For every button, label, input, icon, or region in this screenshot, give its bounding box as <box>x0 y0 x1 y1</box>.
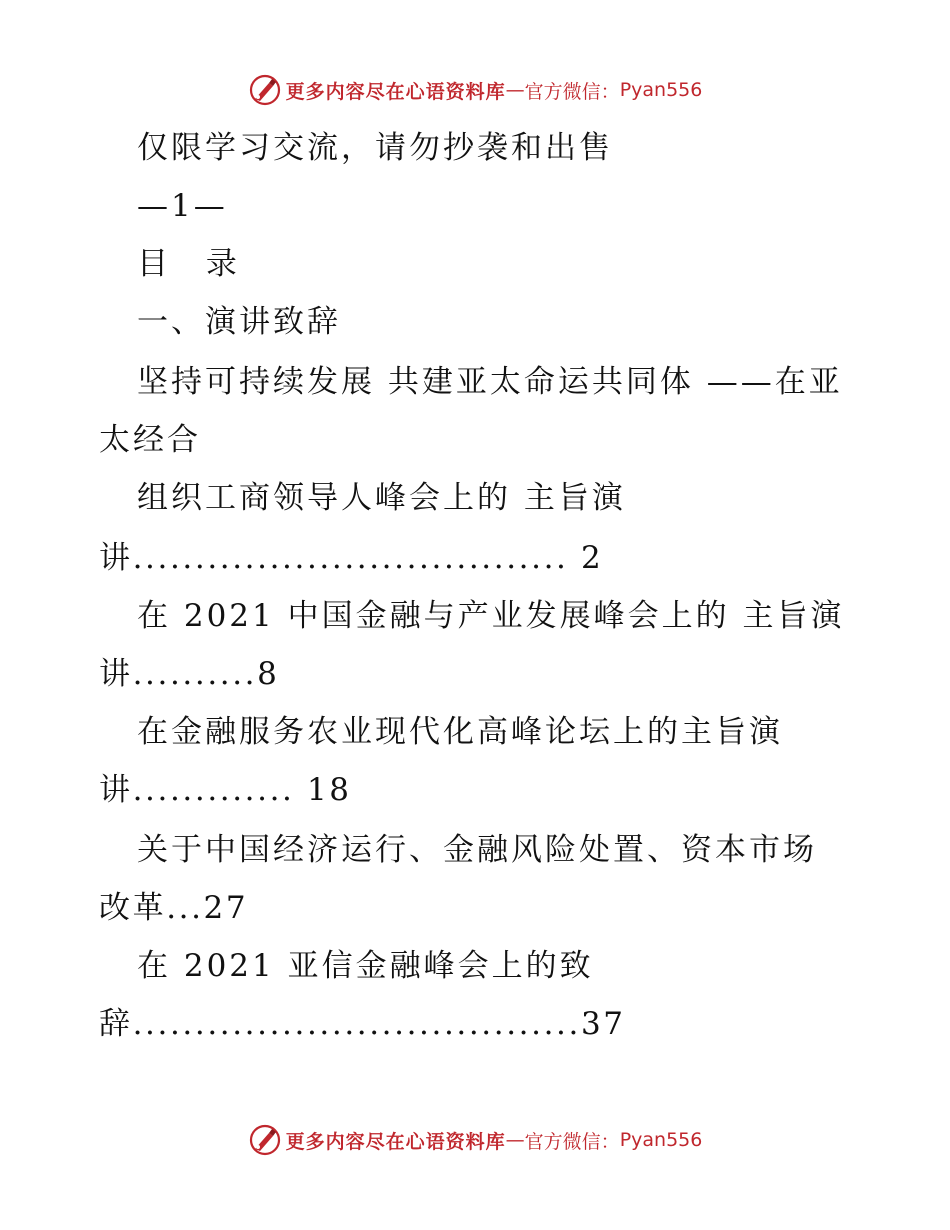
footer-banner <box>0 1120 950 1160</box>
toc-entry-page-line: 讲................................... 2 <box>99 540 604 576</box>
toc-entry-line: 太经合 <box>99 422 201 458</box>
toc-entry-line: 组织工商领导人峰会上的 主旨演 <box>137 480 626 516</box>
toc-entry-line: 关于中国经济运行、金融风险处置、资本市场 <box>137 832 817 868</box>
banner-wechat-id: Pyan556 <box>619 1129 703 1151</box>
toc-entry-line: 坚持可持续发展 共建亚太命运共同体 ——在亚 <box>137 364 843 400</box>
toc-title: 目 录 <box>137 246 251 282</box>
banner-text: 更多内容尽在心语资料库 <box>285 1130 506 1153</box>
banner-wechat-label: 官方微信： <box>524 1130 620 1153</box>
toc-entry-page-line: 改革...27 <box>99 890 249 926</box>
banner-dash: — <box>505 79 525 101</box>
page-number: —1— <box>137 188 228 224</box>
pen-logo-icon <box>248 73 282 107</box>
toc-entry-page-line: 讲..........8 <box>99 656 280 692</box>
toc-entry-page-line: 辞....................................37 <box>99 1006 626 1042</box>
pen-logo-icon <box>248 1123 282 1157</box>
banner-dash: — <box>505 1129 525 1151</box>
notice-text: 仅限学习交流，请勿抄袭和出售 <box>137 130 613 166</box>
section-heading: 一、演讲致辞 <box>137 304 341 340</box>
banner-wechat-label: 官方微信： <box>524 80 620 103</box>
toc-entry-line: 在 2021 亚信金融峰会上的致 <box>137 948 594 984</box>
toc-entry-line: 在 2021 中国金融与产业发展峰会上的 主旨演 <box>137 598 845 634</box>
toc-entry-page-line: 讲............. 18 <box>99 772 352 808</box>
banner-wechat-id: Pyan556 <box>619 79 703 101</box>
banner-text: 更多内容尽在心语资料库 <box>285 80 506 103</box>
toc-entry-line: 在金融服务农业现代化高峰论坛上的主旨演 <box>137 714 783 750</box>
header-banner <box>0 70 950 110</box>
